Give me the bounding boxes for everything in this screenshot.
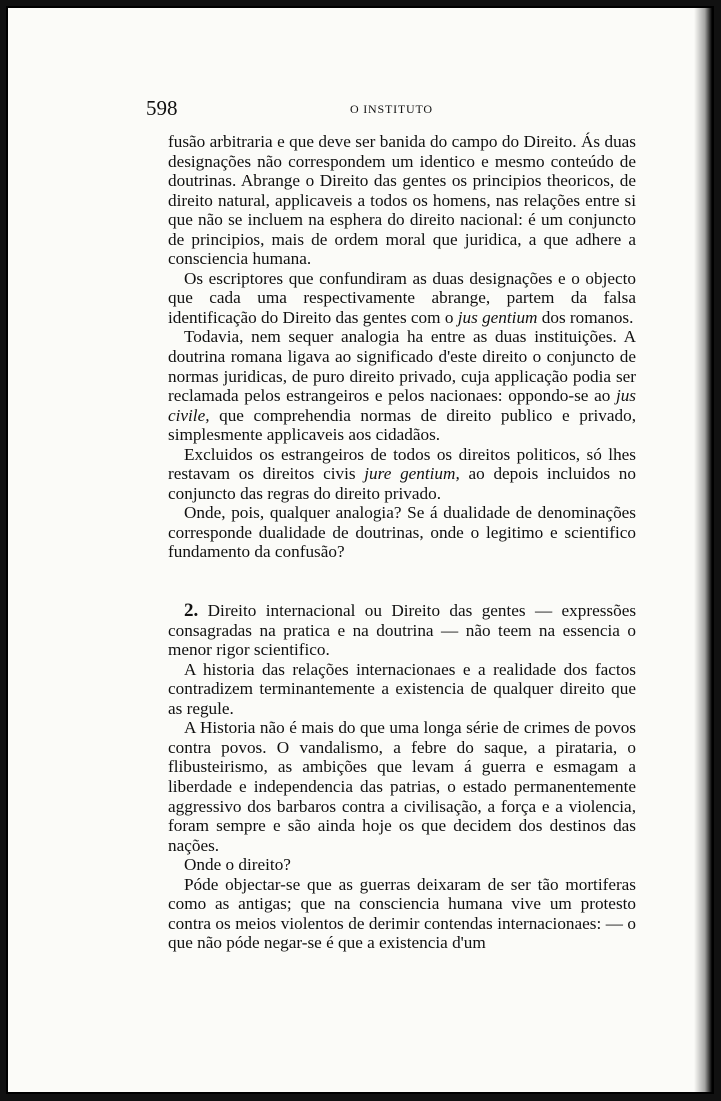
section-paragraph: 2. Direito internacional ou Direito das gentes — expressões consagradas na pratica e na doutrina — não teem na essencia o menor rigor scientifico. bbox=[168, 600, 637, 660]
section-number: 2. bbox=[184, 600, 199, 622]
scanned-page bbox=[6, 6, 714, 1094]
latin-term: jus gentium bbox=[457, 307, 538, 327]
body-text bbox=[168, 132, 636, 953]
latin-term: jure gentium, bbox=[364, 464, 460, 484]
paragraph: A Historia não é mais do que uma longa série de crimes de povos contra povos. O vandalismo, a febre do saque, a pirataria, o flibusteirismo, as ambições que levam á guerra e esmagam a liberdade e independencia das patrias, o estado permanentemente aggressivo dos barbaros contra a civilisação, a força e a violencia, foram sempre e são ainda hoje os que decidem dos destinos das nações. bbox=[168, 718, 636, 855]
page-edge-shadow bbox=[694, 8, 712, 1092]
section-gap bbox=[168, 562, 636, 601]
paragraph: Onde, pois, qualquer analogia? Se á dualidade de denominações corresponde dualidade de doutrinas, onde o legitimo e scientifico fundamento da confusão? bbox=[168, 503, 636, 562]
page-number: 598 bbox=[146, 96, 178, 120]
paragraph: fusão arbitraria e que deve ser banida do campo do Direito. Ás duas designações não correspondem um identico e mesmo conteúdo de doutrinas. Abrange o Direito das gentes os principios theoricos, de direito natural, applicaveis a todos os homens, nas relações entre si que não se incluem na esphera do direito nacional: é um conjuncto de principios, mais de ordem moral que juridica, a que adhere a consciencia humana. bbox=[168, 132, 636, 269]
latin-term: jus civile, bbox=[168, 386, 636, 425]
paragraph: Os escriptores que confundiram as duas designações e o objecto que cada uma respectivamente abrange, partem da falsa identificação do Direito das gentes com o jus gentium dos romanos. bbox=[168, 268, 636, 327]
paragraph: Excluidos os estrangeiros de todos os direitos politicos, só lhes restavam os direitos civis jure gentium, ao depois incluidos no conjuncto das regras do direito privado. bbox=[168, 444, 636, 503]
page-header bbox=[140, 92, 615, 118]
paragraph: Todavia, nem sequer analogia ha entre as duas instituições. A doutrina romana ligava ao significado d'este direito o conjuncto de normas juridicas, de puro direito privado, cuja applicação podia ser reclamada pelos estrangeiros e pelos nacionaes: oppondo-se ao jus civile, que comprehendia normas de direito publico e privado, simplesmente applicaveis aos cidadãos. bbox=[168, 327, 636, 445]
paragraph: Onde o direito? bbox=[184, 855, 291, 875]
running-head: O INSTITUTO bbox=[350, 102, 433, 116]
paragraph: Póde objectar-se que as guerras deixaram de ser tão mortiferas como as antigas; que na consciencia humana vive um protesto contra os meios violentos de derimir contendas internacionaes: — o que não póde negar-se é que a existencia d'um bbox=[168, 874, 636, 953]
paragraph: A historia das relações internacionaes e a realidade dos factos contradizem terminantemente a existencia de qualquer direito que as regule. bbox=[168, 659, 636, 718]
